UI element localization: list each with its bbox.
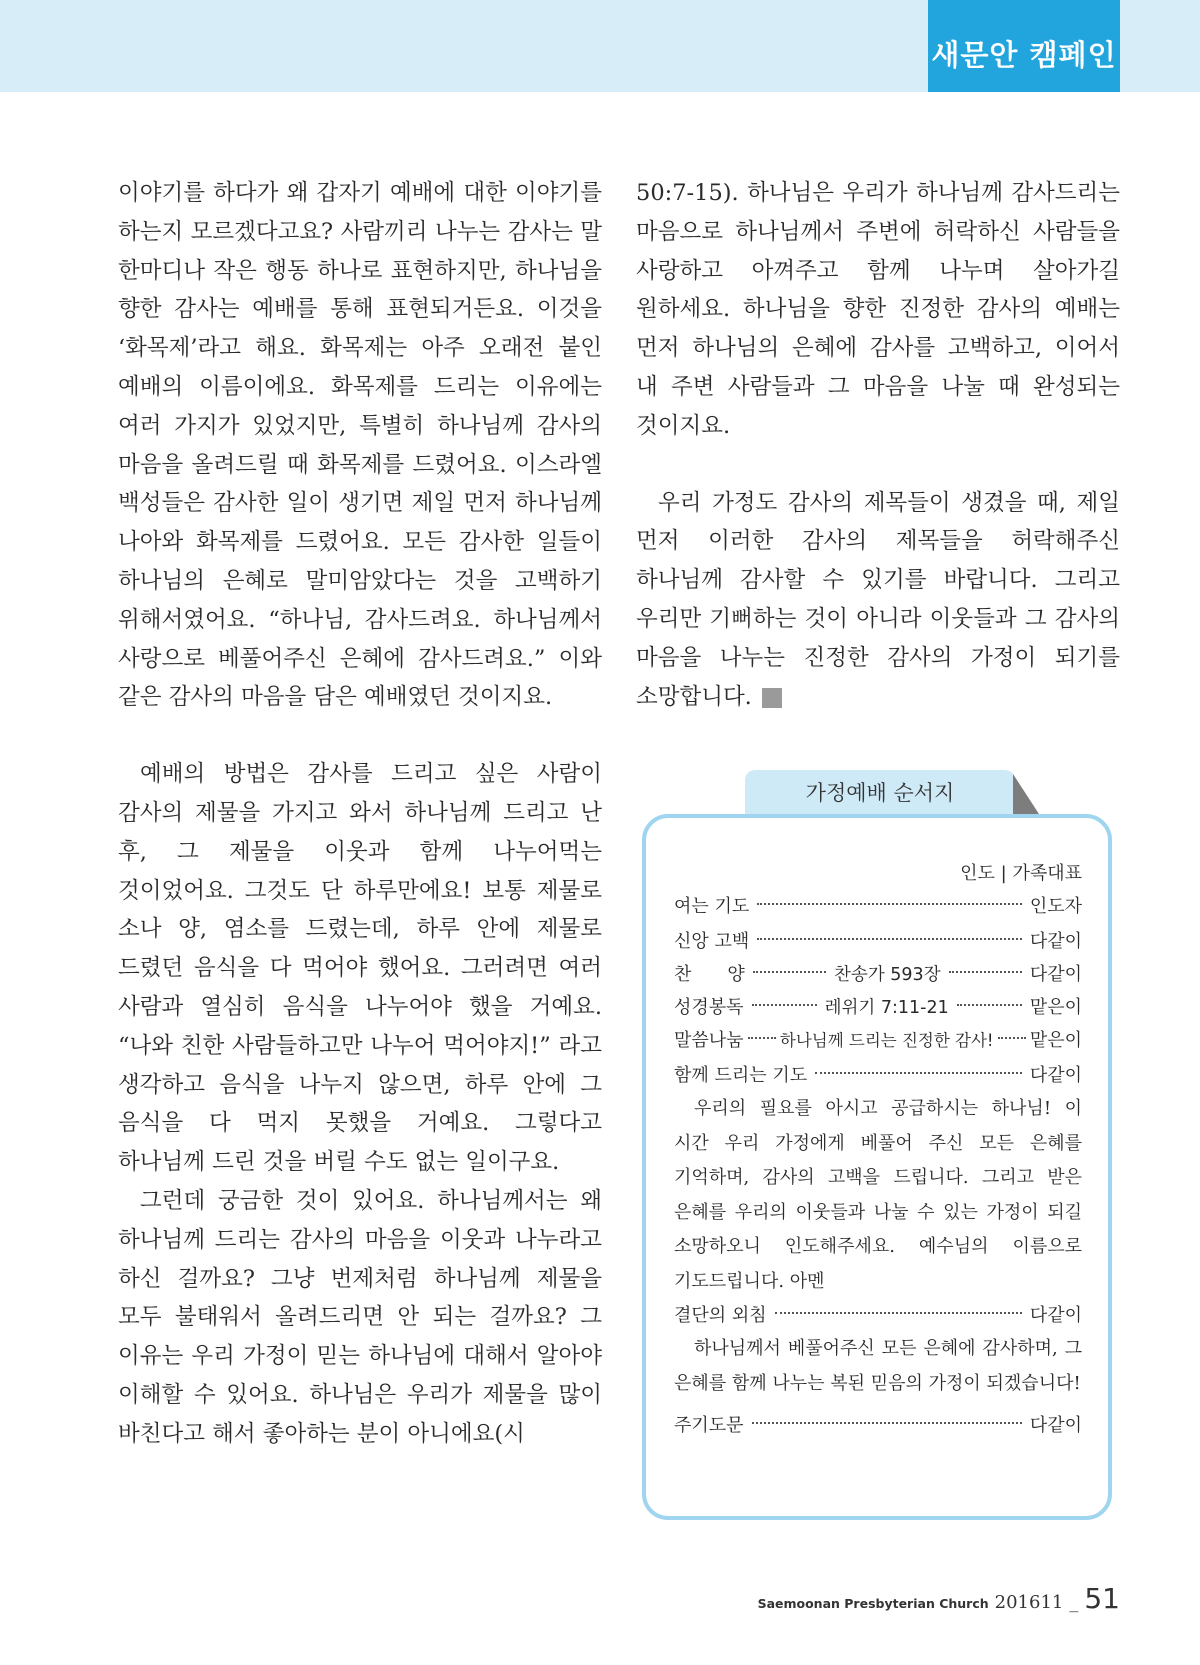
left-paragraph-3: 그런데 궁금한 것이 있어요. 하나님께서는 왜 하나님께 드리는 감사의 마음을 이웃과 나누라고 하신 걸까요? 그냥 번제처럼 하나님께 제물을 모두 불태워서 올려드리면 안 되는 걸까요? 그 이유는 우리 가정이 믿는 하나님에 대해서 알아야 이해할 수 있어요. 하나님은 우리가 제물을 많이 바친다고 해서 좋아하는 분이 아니에요(시 bbox=[118, 1187, 602, 1447]
page-number: 51 bbox=[1084, 1582, 1120, 1615]
order-label: 여는 기도 bbox=[674, 896, 750, 917]
end-mark-icon: 새 bbox=[762, 688, 782, 708]
order-label: 주기도문 bbox=[674, 1415, 744, 1436]
order-who: 맡은이 bbox=[1029, 997, 1082, 1018]
right-paragraph-2-text: 우리 가정도 감사의 제목들이 생겼을 때, 제일 먼저 이러한 감사의 제목들을 허락해주신 하나님께 감사할 수 있기를 바랍니다. 그리고 우리만 기뻐하는 것이 아니라 이웃들과 그 감사의 마음을 나누는 진정한 감사의 가정이 되기를 소망합니다. bbox=[636, 489, 1120, 710]
campaign-label: 새문안 캠페인 bbox=[928, 0, 1120, 92]
dot-leader bbox=[752, 1422, 1022, 1424]
order-who: 다같이 bbox=[1029, 931, 1082, 952]
dot-leader bbox=[752, 1004, 817, 1006]
order-label: 말씀나눔 bbox=[674, 1030, 744, 1051]
order-middle: 찬송가 593장 bbox=[834, 965, 941, 985]
dot-leader bbox=[748, 1037, 776, 1039]
order-label: 신앙 고백 bbox=[674, 931, 750, 952]
dot-leader bbox=[757, 903, 1022, 905]
dot-leader bbox=[775, 1312, 1022, 1314]
order-row-sharing bbox=[674, 1024, 1082, 1057]
leader-line: 인도 | 가족대표 bbox=[960, 863, 1082, 884]
worship-order-title: 가정예배 순서지 bbox=[745, 770, 1015, 814]
order-middle: 레위기 7:11-21 bbox=[824, 998, 949, 1018]
dot-leader bbox=[757, 938, 1022, 940]
order-row-joint-prayer bbox=[674, 1059, 1082, 1092]
order-row-opening-prayer bbox=[674, 890, 1082, 923]
footer-separator: _ bbox=[1069, 1592, 1079, 1613]
order-row-resolution bbox=[674, 1299, 1082, 1332]
order-label: 결단의 외침 bbox=[674, 1305, 767, 1326]
right-paragraph-2 bbox=[636, 484, 1120, 717]
prayer-text: 우리의 필요를 아시고 공급하시는 하나님! 이 시간 우리 가정에게 베풀어 주신 모든 은혜를 기억하며, 감사의 고백을 드립니다. 그리고 받은 은혜를 우리의 이웃들과 나눌 수 있는 가정이 되길 소망하오니 인도해주세요. 예수님의 이름으로 기도드립니다. 아멘 bbox=[674, 1098, 1082, 1292]
order-who: 맡은이 bbox=[1029, 1030, 1083, 1051]
worship-order-content bbox=[674, 858, 1082, 1442]
issue-number: 201611 bbox=[994, 1592, 1064, 1613]
dot-leader bbox=[753, 971, 826, 973]
order-who: 다같이 bbox=[1029, 1415, 1082, 1436]
order-label: 찬 양 bbox=[674, 964, 745, 985]
church-name: Saemoonan Presbyterian Church bbox=[757, 1596, 989, 1611]
right-paragraph-1: 50:7-15). 하나님은 우리가 하나님께 감사드리는 마음으로 하나님께서 주변에 허락하신 사람들을 사랑하고 아껴주고 함께 나누며 살아가길 원하세요. 하나님을 향한 진정한 감사의 예배는 먼저 하나님의 은혜에 감사를 고백하고, 이어서 내 주변 사람들과 그 마음을 나눌 때 완성되는 것이지요. bbox=[636, 180, 1120, 439]
order-row-scripture bbox=[674, 991, 1082, 1024]
tab-corner-decoration bbox=[1013, 774, 1039, 814]
dot-leader bbox=[957, 1004, 1022, 1006]
left-column bbox=[118, 174, 602, 1454]
order-who: 인도자 bbox=[1029, 896, 1082, 917]
dot-leader bbox=[815, 1072, 1022, 1074]
order-who: 다같이 bbox=[1029, 964, 1083, 985]
resolution-text: 하나님께서 베풀어주신 모든 은혜에 감사하며, 그 은혜를 함께 나누는 복된 믿음의 가정이 되겠습니다! bbox=[674, 1338, 1082, 1394]
order-row-hymn bbox=[674, 958, 1082, 991]
order-label: 함께 드리는 기도 bbox=[674, 1065, 808, 1086]
left-paragraph-2: 예배의 방법은 감사를 드리고 싶은 사람이 감사의 제물을 가지고 와서 하나님께 드리고 난 후, 그 제물을 이웃과 함께 나누어먹는 것이었어요. 그것도 단 하루만에요! 보통 제물로 소나 양, 염소를 드렸는데, 하루 안에 제물로 드렸던 음식을 다 먹어야 했어요. 그러려면 여러 사람과 열심히 음식을 나누어야 했을 거예요. “나와 친한 사람들하고만 나누어 먹어야지!” 라고 생각하고 음식을 나누지 않으면, 하루 안에 그 음식을 다 먹지 못했을 거예요. 그렇다고 하나님께 드린 것을 버릴 수도 없는 일이구요. bbox=[118, 761, 602, 1176]
right-column bbox=[636, 174, 1120, 716]
order-who: 다같이 bbox=[1029, 1305, 1082, 1326]
dot-leader bbox=[949, 971, 1022, 973]
left-paragraph-1: 이야기를 하다가 왜 갑자기 예배에 대한 이야기를 하는지 모르겠다고요? 사람끼리 나누는 감사는 말 한마디나 작은 행동 하나로 표현하지만, 하나님을 향한 감사는 예배를 통해 표현되거든요. 이것을 ‘화목제’라고 해요. 화목제는 아주 오래전 붙인 예배의 이름이에요. 화목제를 드리는 이유에는 여러 가지가 있었지만, 특별히 하나님께 감사의 마음을 올려드릴 때 화목제를 드렸어요. 이스라엘 백성들은 감사한 일이 생기면 제일 먼저 하나님께 나아와 화목제를 드렸어요. 모든 감사한 일들이 하나님의 은혜로 말미암았다는 것을 고백하기 위해서였어요. “하나님, 감사드려요. 하나님께서 사랑으로 베풀어주신 은혜에 감사드려요.” 이와 같은 감사의 마음을 담은 예배였던 것이지요. bbox=[118, 180, 602, 711]
order-who: 다같이 bbox=[1029, 1065, 1082, 1086]
order-row-confession bbox=[674, 925, 1082, 958]
dot-leader bbox=[998, 1037, 1026, 1039]
order-middle: 하나님께 드리는 진정한 감사! bbox=[779, 1031, 994, 1050]
page-footer bbox=[758, 1582, 1120, 1615]
order-label: 성경봉독 bbox=[674, 997, 744, 1018]
order-row-lords-prayer bbox=[674, 1409, 1082, 1442]
